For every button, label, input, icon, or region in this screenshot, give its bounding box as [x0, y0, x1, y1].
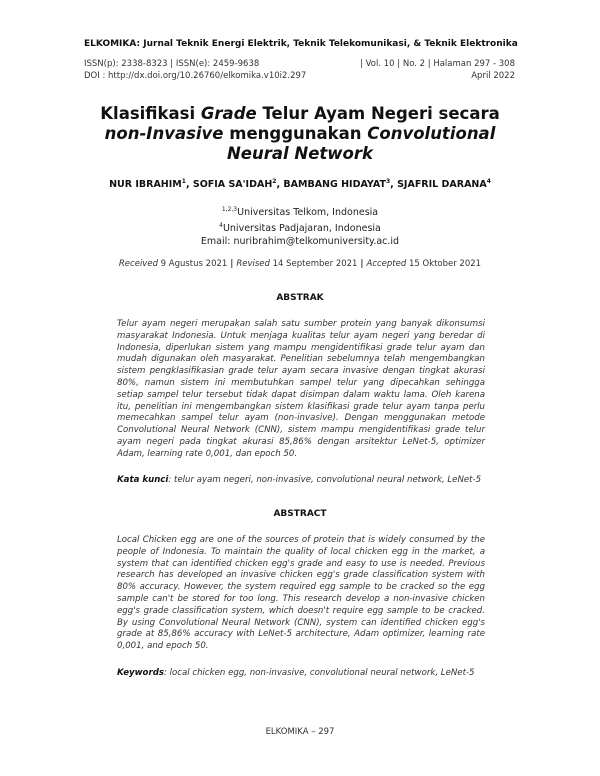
doi-link[interactable]: DOI : http://dx.doi.org/10.26760/elkomika.v10i2.297 — [84, 71, 307, 81]
title-part: menggunakan — [223, 124, 368, 143]
author: NUR IBRAHIM — [109, 179, 182, 191]
kw-text: : local chicken egg, non-invasive, convolutional neural network, LeNet-5 — [163, 668, 475, 678]
abstrak-heading: ABSTRAK — [276, 293, 324, 303]
affiliations — [84, 203, 516, 248]
title-part: Telur Ayam Negeri secara — [256, 104, 500, 123]
separator: | — [227, 259, 237, 269]
author-list — [84, 178, 516, 190]
author: , SOFIA SA'IDAH — [185, 179, 273, 191]
page-footer: ELKOMIKA – 297 — [265, 727, 335, 737]
volume-block — [360, 58, 515, 82]
author-sup: 4 — [486, 178, 491, 185]
abstract-body: Local Chicken egg are one of the sources of protein that is widely consumed by the people of Indonesia. To maintain the quality of local chicken egg in the market, a system that can identified chicken egg's grade and easy to use is needed. Previous research has developed an invasive chicken egg's grade classification system with 80% accuracy. However, the system required egg sample to be cracked so the egg sample can't be stored for too long. This research develop a non-invasive chicken egg's grade classification system, which doesn't require egg sample to be cracked. By using Convolutional Neural Network (CNN), system can identified chicken egg's grade at 85,86% accuracy with LeNet-5 architecture, Adam optimizer, learning rate 0,001, and epoch 50. — [117, 535, 485, 652]
author-sup: 2 — [272, 178, 277, 185]
revised-label: Revised — [236, 259, 270, 269]
affiliation-1 — [84, 203, 516, 219]
affiliation-2 — [84, 219, 516, 235]
title-part: non-Invasive — [104, 124, 224, 143]
kata-kunci — [117, 475, 485, 487]
volume-info: | Vol. 10 | No. 2 | Halaman 297 - 308 — [360, 59, 515, 69]
received-label: Received — [118, 259, 158, 269]
paper-title — [84, 104, 516, 164]
author-sup: 1 — [181, 178, 186, 185]
revised-date: 14 September 2021 — [269, 259, 358, 269]
author-sup: 3 — [385, 178, 391, 185]
author: , SJAFRIL DARANA — [390, 179, 487, 191]
affil-sup: 1,2,3 — [221, 206, 238, 213]
issn: ISSN(p): 2338-8323 | ISSN(e): 2459-9638 — [84, 59, 260, 69]
submission-dates — [84, 259, 516, 269]
kw-text: : telur ayam negeri, non-invasive, convolutional neural network, LeNet-5 — [168, 475, 482, 485]
abstract-heading: ABSTRACT — [273, 509, 327, 519]
journal-name: ELKOMIKA: Jurnal Teknik Energi Elektrik, Teknik Telekomunikasi, & Teknik Elektronika — [84, 39, 518, 49]
accepted-date: 15 Oktober 2021 — [406, 259, 482, 269]
title-part: Convolutional Neural Network — [227, 124, 496, 163]
author: , BAMBANG HIDAYAT — [276, 179, 386, 191]
separator: | — [357, 259, 367, 269]
abstrak-body: Telur ayam negeri merupakan salah satu sumber protein yang banyak dikonsumsi masyarakat Indonesia. Untuk menjaga kualitas telur ayam negeri yang beredar di Indonesia, diperlukan sistem yang mampu mengidentifikasi grade telur ayam dan mudah digunakan oleh masyarakat. Penelitian sebelumnya telah mengembangkan sistem pengklasifikasian grade telur ayam secara invasive dengan tingkat akurasi 80%, namun sistem ini membutuhkan sampel telur yang dipecahkan sehingga setiap sampel telur tersebut tidak dapat disimpan dalam waktu lama. Oleh karena itu, penelitian ini mengembangkan sistem klasifikasi grade telur ayam tanpa perlu memecahkan sampel telur ayam (non-invasive). Dengan menggunakan metode Convolutional Neural Network (CNN), sistem mampu mengidentifikasi grade telur ayam negeri pada tingkat akurasi 85,86% dengan arsitektur LeNet-5, optimizer Adam, learning rate 0,001, dan epoch 50. — [117, 319, 485, 459]
title-part: Klasifikasi — [100, 104, 201, 123]
affil-text: Universitas Padjajaran, Indonesia — [222, 223, 381, 235]
publication-date: April 2022 — [471, 71, 515, 81]
email[interactable]: Email: nuribrahim@telkomuniversity.ac.id — [200, 236, 400, 248]
kw-label: Keywords — [117, 668, 164, 678]
title-part: Grade — [200, 104, 257, 123]
accepted-label: Accepted — [366, 259, 407, 269]
keywords — [117, 668, 485, 680]
kw-label: Kata kunci — [117, 475, 169, 485]
received-date: 9 Agustus 2021 — [157, 259, 228, 269]
affil-sup: 4 — [219, 222, 223, 230]
affil-text: Universitas Telkom, Indonesia — [237, 207, 379, 219]
issn-doi-block — [84, 58, 306, 82]
